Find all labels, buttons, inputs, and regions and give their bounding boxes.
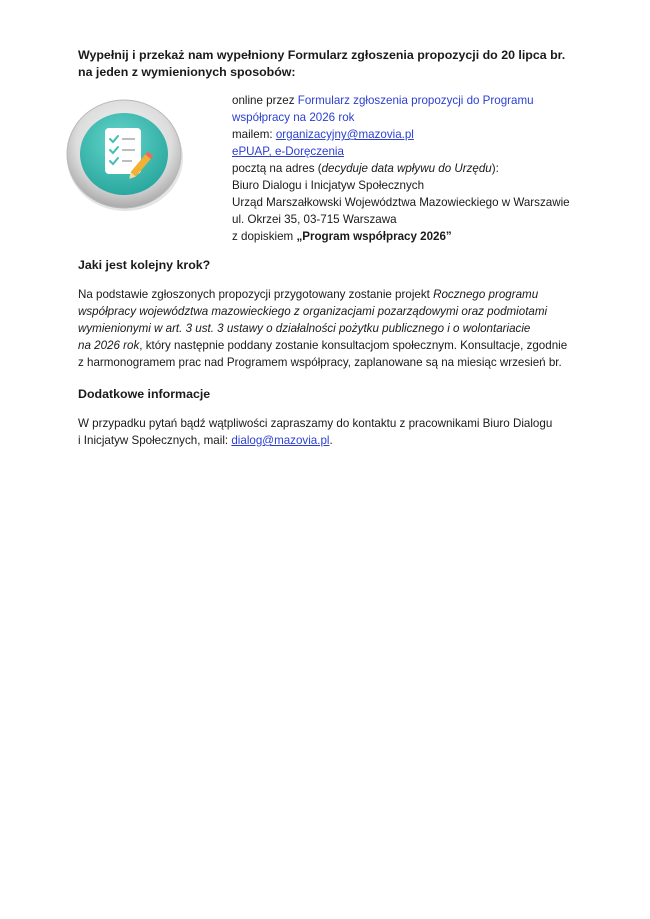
additional-info-heading: Dodatkowe informacje xyxy=(78,387,211,401)
checklist-icon-graphic xyxy=(64,97,186,213)
text-span: . xyxy=(329,434,333,447)
submission-methods-list xyxy=(214,92,594,177)
intro-line-1: Wypełnij i przekaż nam wypełniony Formularz zgłoszenia propozycji do 20 lipca br. xyxy=(78,48,566,62)
postal-address xyxy=(232,177,592,245)
address-line-3: ul. Okrzei 35, 03-715 Warszawa xyxy=(232,213,397,226)
list-item xyxy=(214,126,594,143)
next-step-heading: Jaki jest kolejny krok? xyxy=(78,258,211,272)
mail-prefix: mailem: xyxy=(232,128,276,141)
text-span: i Inicjatyw Społecznych, mail: xyxy=(78,434,232,447)
address-note-prefix: z dopiskiem xyxy=(232,230,297,243)
post-prefix: pocztą na adres ( xyxy=(232,162,322,175)
list-item xyxy=(214,143,594,160)
online-form-link-cont[interactable]: współpracy na 2026 rok xyxy=(232,111,355,124)
contact-email-link[interactable]: dialog@mazovia.pl xyxy=(231,434,330,447)
email-link[interactable]: organizacyjny@mazovia.pl xyxy=(275,128,414,141)
italic-span: Rocznego programu xyxy=(433,288,539,301)
paragraph-line xyxy=(78,354,578,371)
paragraph-line xyxy=(78,303,578,320)
checklist-icon xyxy=(64,97,186,213)
paragraph-line xyxy=(78,337,578,354)
paragraph-line xyxy=(78,320,578,337)
address-line-2: Urząd Marszałkowski Województwa Mazowieckiego w Warszawie xyxy=(232,196,570,209)
intro-heading xyxy=(78,47,598,81)
text-span: , który następnie poddany zostanie konsultacjom społecznym. Konsultacje, zgodnie xyxy=(139,339,568,352)
paragraph-line: W przypadku pytań bądź wątpliwości zapraszamy do kontaktu z pracownikami Biuro Dialogu xyxy=(78,417,553,430)
text-span: z harmonogramem prac nad Programem współpracy, zaplanowane są na miesiąc wrzesień br. xyxy=(78,356,562,369)
intro-line-2: na jeden z wymienionych sposobów: xyxy=(78,65,296,79)
address-line-4 xyxy=(232,228,592,245)
italic-span: na 2026 rok xyxy=(78,339,140,352)
post-note: decyduje data wpływu do Urzędu xyxy=(321,162,492,175)
paragraph-line xyxy=(78,286,578,303)
next-step-paragraph xyxy=(78,286,578,371)
additional-info-paragraph xyxy=(78,415,578,449)
post-suffix: ): xyxy=(491,162,499,175)
online-form-link[interactable]: Formularz zgłoszenia propozycji do Programu xyxy=(297,94,534,107)
address-line-1: Biuro Dialogu i Inicjatyw Społecznych xyxy=(232,179,425,192)
epuap-link[interactable]: ePUAP, e-Doręczenia xyxy=(232,145,344,158)
italic-span: współpracy województwa mazowieckiego z organizacjami pozarządowymi oraz podmiotami xyxy=(78,305,548,318)
italic-span: wymienionymi w art. 3 ust. 3 ustawy o działalności pożytku publicznego i o wolontariacie xyxy=(78,322,531,335)
text-span: Na podstawie zgłoszonych propozycji przygotowany zostanie projekt xyxy=(78,288,434,301)
list-item xyxy=(214,92,594,126)
online-prefix: online przez xyxy=(232,94,298,107)
paragraph-line xyxy=(78,432,578,449)
list-item xyxy=(214,160,594,177)
address-note-bold: „Program współpracy 2026” xyxy=(296,230,452,243)
